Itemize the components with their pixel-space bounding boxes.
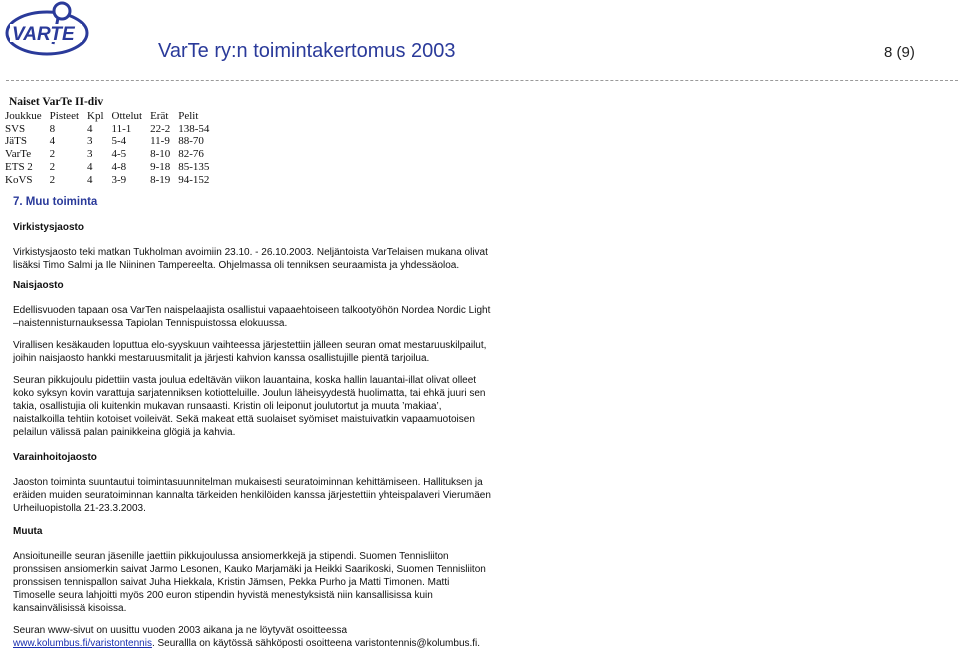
naisjaosto-paragraph-1: Edellisvuoden tapaan osa VarTen naispelaajista osallistui vapaaehtoiseen talkootyöhön Nordea Nordic Light –naistennisturnauksessa Tapiolan Tennispuistossa elokuussa. [13, 305, 491, 329]
muuta-paragraph-1: Ansioituneille seuran jäsenille jaettiin pikkujoulussa ansiomerkkejä ja stipendi. Suomen Tennisliiton pronssisen ansiomerkin saivat Jarmo Lesonen, Kauko Marjamäki ja Heikki Saarikoski, Suomen Tennisliiton pronssisen tennispallon saivat Juha Hiekkala, Kristin Jämsen, Pekka Purho ja Matti Timonen. Matti Timoselle seura lahjoitti myös 200 euron stipendin hyvistä menestyksistä niin kansallisissa kuin kansainvälisissä kisoissa. [13, 551, 486, 614]
table-cell: 8-10 [150, 148, 171, 161]
logo-text: VARTE [12, 24, 75, 45]
table-row [3, 174, 215, 187]
header-divider [6, 80, 958, 81]
table-row [3, 135, 215, 148]
varte-logo [4, 0, 90, 58]
table-cell: 22-2 [150, 122, 171, 135]
table-cell: 2 [49, 160, 56, 173]
virkistys-heading: Virkistysjaosto [13, 222, 84, 233]
website-link[interactable]: www.kolumbus.fi/varistontennis [13, 638, 152, 649]
table-cell: 9-18 [150, 160, 171, 173]
table-row [3, 123, 215, 136]
table-cell: 4-5 [111, 148, 127, 161]
table-cell: 2 [49, 148, 56, 161]
section-title: 7. Muu toiminta [13, 196, 98, 208]
table-cell: 8-19 [150, 173, 171, 186]
table-cell: 2 [49, 173, 56, 186]
page-number: 8 (9) [884, 44, 915, 61]
table-cell: JäTS [5, 135, 27, 148]
table-cell: 4 [87, 160, 93, 173]
table-cell: 4 [87, 173, 93, 186]
varainhoito-paragraph: Jaoston toiminta suuntautui toimintasuunnitelman mukaisesti seuratoiminnan kehittämiseen. Hallituksen ja eräiden muiden seuratoiminnan kannalta tärkeiden henkilöiden kanssa järjestettiin yhteispalaveri Vierumäen Urheiluopistolla 21-23.3.2003. [13, 477, 491, 514]
table-cell: 85-135 [178, 160, 210, 173]
table-cell: 138-54 [178, 122, 210, 135]
column-header: Ottelut [111, 109, 143, 122]
table-row [3, 148, 215, 161]
table-cell: VarTe [5, 148, 32, 161]
table-cell: 4 [49, 135, 56, 148]
muuta-heading: Muuta [13, 526, 43, 537]
table-cell: KoVS [5, 173, 33, 186]
table-cell: 5-4 [111, 135, 127, 148]
muuta-paragraph-2 [13, 624, 493, 650]
naisjaosto-heading: Naisjaosto [13, 280, 64, 291]
document-title: VarTe ry:n toimintakertomus 2003 [158, 40, 456, 62]
website-text-after: . Seurallla on käytössä sähköposti osoitteena varistontennis@kolumbus.fi. [151, 638, 481, 649]
website-text-before: Seuran www-sivut on uusittu vuoden 2003 aikana ja ne löytyvät osoitteessa [13, 625, 348, 636]
varainhoito-heading: Varainhoitojaosto [13, 452, 97, 463]
table-cell: 82-76 [178, 148, 204, 161]
column-header: Kpl [87, 109, 104, 122]
column-header: Pelit [178, 109, 199, 122]
table-row [3, 161, 215, 174]
table-header-row [3, 110, 215, 123]
standings-table-block [3, 96, 215, 187]
table-cell: 8 [49, 122, 56, 135]
table-cell: 11-1 [111, 122, 132, 135]
table-cell: 4 [87, 122, 93, 135]
table-cell: SVS [5, 122, 26, 135]
standings-table [3, 110, 215, 187]
standings-caption: Naiset VarTe II-div [9, 96, 104, 108]
column-header: Joukkue [5, 109, 42, 122]
column-header: Pisteet [49, 109, 80, 122]
table-cell: 11-9 [150, 135, 170, 148]
table-cell: 3-9 [111, 173, 127, 186]
table-cell: 88-70 [178, 135, 204, 148]
table-cell: 3 [87, 148, 93, 161]
table-cell: ETS 2 [5, 160, 33, 173]
table-cell: 4-8 [111, 160, 127, 173]
table-cell: 94-152 [178, 173, 210, 186]
virkistys-paragraph: Virkistysjaosto teki matkan Tukholman avoimiin 23.10. - 26.10.2003. Neljäntoista VarTelaisen mukana olivat lisäksi Timo Salmi ja Ile Niininen Tampereelta. Ohjelmassa oli tenniksen seuraamista ja yhdessäoloa. [13, 247, 488, 271]
column-header: Erät [150, 109, 169, 122]
table-cell: 3 [87, 135, 93, 148]
section-content [13, 196, 493, 659]
naisjaosto-paragraph-2: Virallisen kesäkauden loputtua elo-syyskuun vaihteessa järjestettiin jälleen seuran omat mestaruuskilpailut, joihin naisjaosto hankki mestaruusmitalit ja järjesti kahvion kanssa osallistujille pientä tarjoilua. [13, 340, 487, 364]
naisjaosto-paragraph-3: Seuran pikkujoulu pidettiin vasta joulua edeltävän viikon lauantaina, koska hallin lauantai-illat olivat olleet koko syksyn kovin varattuja sarjatenniksen kotiotteluille. Joulun läheisyydestä huolimatta, tai ehkä juuri sen takia, osallistujia oli kuitenkin mukavan runsaasti. Kristin oli leiponut joulutortut ja muuta ’makiaa’, naistalkoilla tehtiin kotoiset voileivät. Sekä makeat että suolaiset syömiset maistuivatkin vapaamuotoisen pelailun välissä palan painikkeina glögiä ja kahvia. [13, 375, 486, 438]
